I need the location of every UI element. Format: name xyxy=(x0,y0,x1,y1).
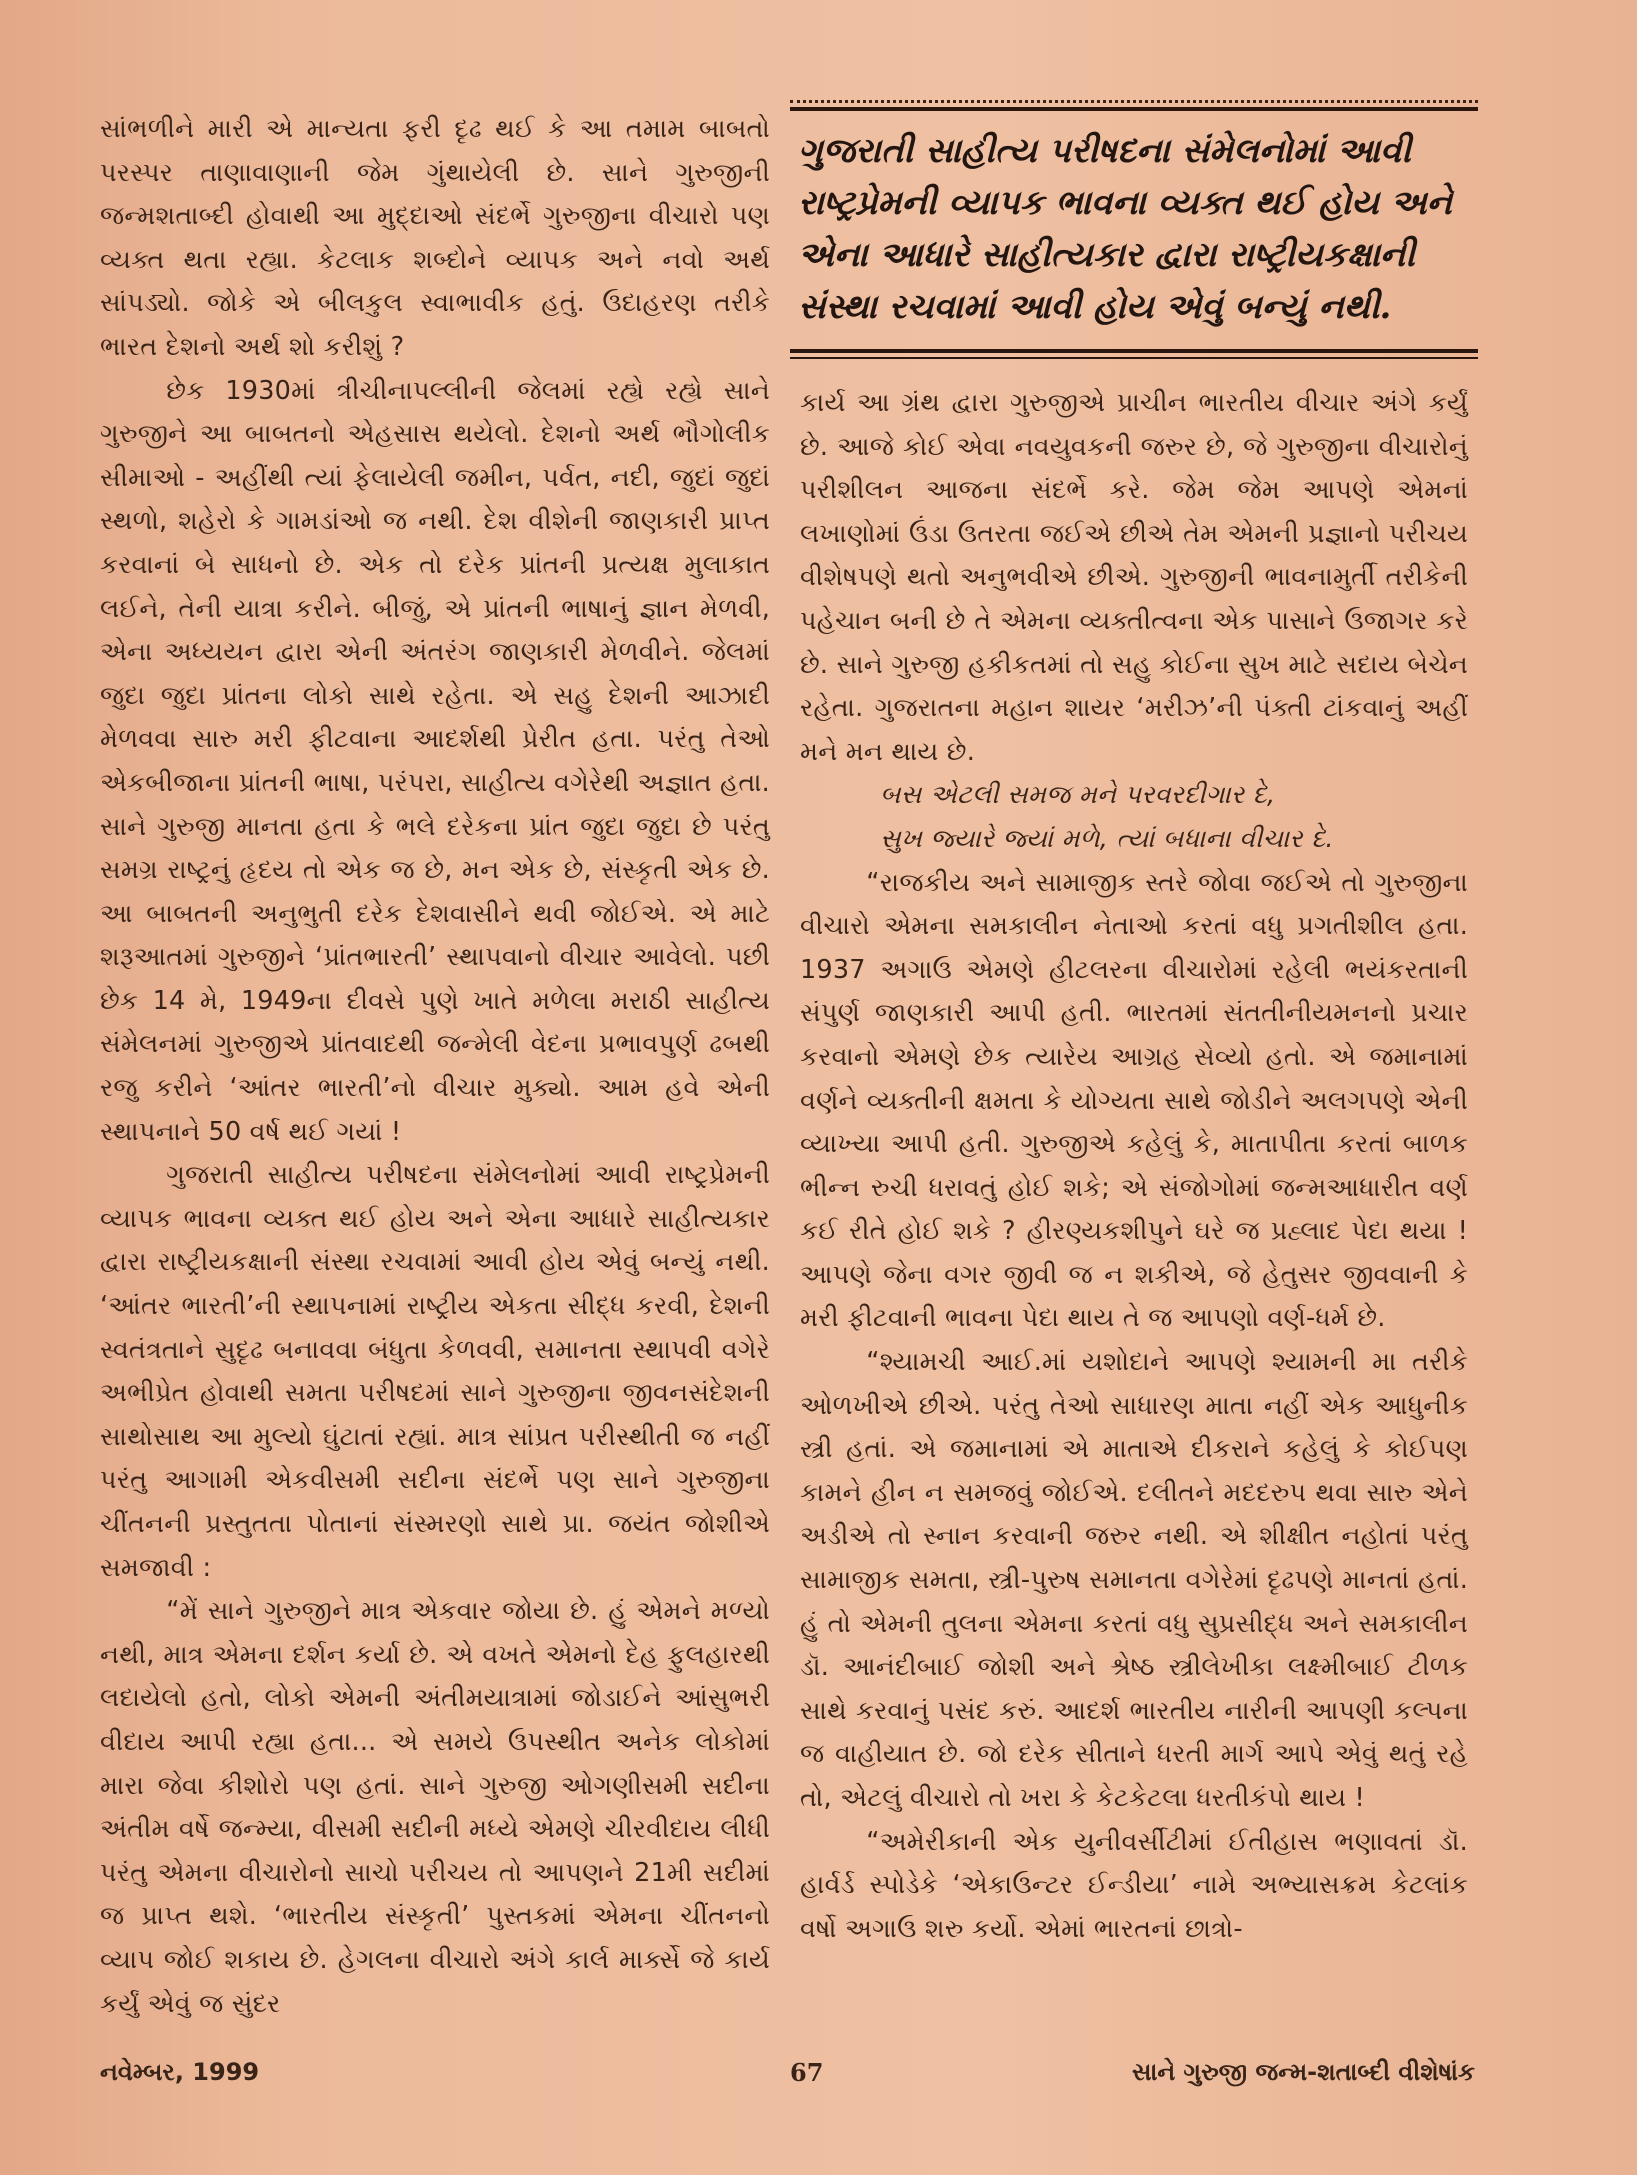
pull-quote-top-rule xyxy=(790,100,1478,111)
paragraph: “મેં સાને ગુરુજીને માત્ર એકવાર જોયા છે. હું એમને મળ્યો નથી, માત્ર એમના દર્શન કર્યા છે. એ વખતે એમનો દેહ ફુલહારથી લદાયેલો હતો, લોકો એમની અંતીમયાત્રામાં જોડાઈને આંસુભરી વીદાય આપી રહ્યા હતા... એ સમયે ઉપસ્થીત અનેક લોકોમાં મારા જેવા કીશોરો પણ હતાં. સાને ગુરુજી ઓગણીસમી સદીના અંતીમ વર્ષે જન્મ્યા, વીસમી સદીની મધ્યે એમણે ચીરવીદાય લીધી પરંતુ એમના વીચારોનો સાચો પરીચય તો આપણને 21મી સદીમાં જ પ્રાપ્ત થશે. ‘ભારતીય સંસ્કૃતી’ પુસ્તકમાં એમના ચીંતનનો વ્યાપ જોઈ શકાય છે. હેગલના વીચારો અંગે કાર્લ માર્ક્સે જે કાર્ય કર્યું એવું જ સુંદર xyxy=(100,1596,770,2019)
page-number: 67 xyxy=(790,2058,824,2087)
paragraph: “અમેરીકાની એક યુનીવર્સીટીમાં ઈતીહાસ ભણાવતાં ડૉ. હાર્વર્ડ સ્પોડેકે ‘એકાઉન્ટર ઈન્ડીયા’ નામે અભ્યાસક્રમ કેટલાંક વર્ષો અગાઉ શરુ કર્યો. એમાં ભારતનાં છાત્રો- xyxy=(800,1826,1468,1944)
page-footer xyxy=(100,2058,1475,2098)
paragraph: કાર્ય આ ગ્રંથ દ્વારા ગુરુજીએ પ્રાચીન ભારતીય વીચાર અંગે કર્યું છે. આજે કોઈ એવા નવયુવકની જરુર છે, જે ગુરુજીના વીચારોનું પરીશીલન આજના સંદર્ભે કરે. જેમ જેમ આપણે એમનાં લખાણોમાં ઉંડા ઉતરતા જઈએ છીએ તેમ એમની પ્રજ્ઞાનો પરીચય વીશેષપણે થતો અનુભવીએ છીએ. ગુરુજીની ભાવનામુર્તી તરીકેની પહેચાન બની છે તે એમના વ્યક્તીત્વના એક પાસાને ઉજાગર કરે છે. સાને ગુરુજી હકીકતમાં તો સહુ કોઈના સુખ માટે સદાય બેચેન રહેતા. ગુજરાતના મહાન શાયર ‘મરીઝ’ની પંક્તી ટાંકવાનું અહીં મને મન થાય છે. xyxy=(800,388,1468,767)
left-column xyxy=(100,108,770,2026)
issue-title: સાને ગુરુજી જન્મ-શતાબ્દી વીશેષાંક xyxy=(1132,2058,1475,2086)
paragraph: સાંભળીને મારી એ માન્યતા ફરી દૃઢ થઈ કે આ તમામ બાબતો પરસ્પર તાણાવાણાની જેમ ગુંથાયેલી છે. સાને ગુરુજીની જન્મશતાબ્દી હોવાથી આ મુદ્દાઓ સંદર્ભે ગુરુજીના વીચારો પણ વ્યક્ત થતા રહ્યા. કેટલાક શબ્દોને વ્યાપક અને નવો અર્થ સાંપડ્યો. જોકે એ બીલકુલ સ્વાભાવીક હતું. ઉદાહરણ તરીકે ભારત દેશનો અર્થ શો કરીશું ? xyxy=(100,114,770,362)
paragraph: “શ્યામચી આઈ.માં યશોદાને આપણે શ્યામની મા તરીકે ઓળખીએ છીએ. પરંતુ તેઓ સાધારણ માતા નહીં એક આધુનીક સ્ત્રી હતાં. એ જમાનામાં એ માતાએ દીકરાને કહેલું કે કોઈપણ કામને હીન ન સમજવું જોઈએ. દલીતને મદદરુપ થવા સારુ એને અડીએ તો સ્નાન કરવાની જરુર નથી. એ શીક્ષીત નહોતાં પરંતુ સામાજીક સમતા, સ્ત્રી-પુરુષ સમાનતા વગેરેમાં દૃઢપણે માનતાં હતાં. હું તો એમની તુલના એમના કરતાં વધુ સુપ્રસીદ્ધ અને સમકાલીન ડૉ. આનંદીબાઈ જોશી અને શ્રેષ્ઠ સ્ત્રીલેખીકા લક્ષ્મીબાઈ ટીળક સાથે કરવાનું પસંદ કરું. આદર્શ ભારતીય નારીની આપણી કલ્પના જ વાહીયાત છે. જો દરેક સીતાને ધરતી માર્ગ આપે એવું થતું રહે તો, એટલું વીચારો તો ખરા કે કેટકેટલા ધરતીકંપો થાય ! xyxy=(800,1347,1468,1813)
paragraph: “રાજકીય અને સામાજીક સ્તરે જોવા જઈએ તો ગુરુજીના વીચારો એમના સમકાલીન નેતાઓ કરતાં વધુ પ્રગતીશીલ હતા. 1937 અગાઉ એમણે હીટલરના વીચારોમાં રહેલી ભયંકરતાની સંપુર્ણ જાણકારી આપી હતી. ભારતમાં સંતતીનીયમનનો પ્રચાર કરવાનો એમણે છેક ત્યારેય આગ્રહ સેવ્યો હતો. એ જમાનામાં વર્ણને વ્યક્તીની ક્ષમતા કે યોગ્યતા સાથે જોડીને અલગપણે એની વ્યાખ્યા આપી હતી. ગુરુજીએ કહેલું કે, માતાપીતા કરતાં બાળક ભીન્ન રુચી ધરાવતું હોઈ શકે; એ સંજોગોમાં જન્મઆધારીત વર્ણ કઈ રીતે હોઈ શકે ? હીરણ્યકશીપુને ઘરે જ પ્રહ્લાદ પેદા થયા ! આપણે જેના વગર જીવી જ ન શકીએ, જે હેતુસર જીવવાની કે મરી ફીટવાની ભાવના પેદા થાય તે જ આપણો વર્ણ-ધર્મ છે. xyxy=(800,867,1468,1334)
right-column xyxy=(800,382,1468,1951)
pull-quote-bottom-rule xyxy=(790,349,1478,359)
paragraph: છેક 1930માં ત્રીચીનાપલ્લીની જેલમાં રહ્યે રહ્યે સાને ગુરુજીને આ બાબતનો એહસાસ થયેલો. દેશનો અર્થ ભૌગોલીક સીમાઓ - અહીંથી ત્યાં ફેલાયેલી જમીન, પર્વત, નદી, જુદાં જુદાં સ્થળો, શહેરો કે ગામડાંઓ જ નથી. દેશ વીશેની જાણકારી પ્રાપ્ત કરવાનાં બે સાધનો છે. એક તો દરેક પ્રાંતની પ્રત્યક્ષ મુલાકાત લઈને, તેની યાત્રા કરીને. બીજું, એ પ્રાંતની ભાષાનું જ્ઞાન મેળવી, એના અધ્યયન દ્વારા એની અંતરંગ જાણકારી મેળવીને. જેલમાં જુદા જુદા પ્રાંતના લોકો સાથે રહેતા. એ સહુ દેશની આઝાદી મેળવવા સારુ મરી ફીટવાના આદર્શથી પ્રેરીત હતા. પરંતુ તેઓ એકબીજાના પ્રાંતની ભાષા, પરંપરા, સાહીત્ય વગેરેથી અજ્ઞાત હતા. સાને ગુરુજી માનતા હતા કે ભલે દરેકના પ્રાંત જુદા જુદા છે પરંતુ સમગ્ર રાષ્ટ્રનું હૃદય તો એક જ છે, મન એક છે, સંસ્કૃતી એક છે. આ બાબતની અનુભુતી દરેક દેશવાસીને થવી જોઈએ. એ માટે શરૂઆતમાં ગુરુજીને ‘પ્રાંતભારતી’ સ્થાપવાનો વીચાર આવેલો. પછી છેક 14 મે, 1949ના દીવસે પુણે ખાતે મળેલા મરાઠી સાહીત્ય સંમેલનમાં ગુરુજીએ પ્રાંતવાદથી જન્મેલી વેદના પ્રભાવપુર્ણ ઢબથી રજુ કરીને ‘આંતર ભારતી’નો વીચાર મુક્યો. આમ હવે એની સ્થાપનાને 50 વર્ષ થઈ ગયાં ! xyxy=(100,375,770,1147)
pull-quote-box xyxy=(790,100,1478,359)
pull-quote-text: ગુજરાતી સાહીત્ય પરીષદના સંમેલનોમાં આવી રાષ્ટ્રપ્રેમની વ્યાપક ભાવના વ્યક્ત થઈ હોય અને એના આધારે સાહીત્યકાર દ્વારા રાષ્ટ્રીયકક્ષાની સંસ્થા રચવામાં આવી હોય એવું બન્યું નથી. xyxy=(798,131,1452,327)
issue-date: નવેમ્બર, 1999 xyxy=(100,2058,260,2086)
poem-line: સુખ જ્યારે જ્યાં મળે, ત્યાં બધાના વીચાર દે. xyxy=(880,823,1334,854)
paragraph: ગુજરાતી સાહીત્ય પરીષદના સંમેલનોમાં આવી રાષ્ટ્રપ્રેમની વ્યાપક ભાવના વ્યક્ત થઈ હોય અને એના આધારે સાહીત્યકાર દ્વારા રાષ્ટ્રીયકક્ષાની સંસ્થા રચવામાં આવી હોય એવું બન્યું નથી. ‘આંતર ભારતી’ની સ્થાપનામાં રાષ્ટ્રીય એકતા સીદ્ધ કરવી, દેશની સ્વતંત્રતાને સુદૃઢ બનાવવા બંધુતા કેળવવી, સમાનતા સ્થાપવી વગેરે અભીપ્રેત હોવાથી સમતા પરીષદમાં સાને ગુરુજીના જીવનસંદેશની સાથોસાથ આ મુલ્યો ઘુંટાતાં રહ્યાં. માત્ર સાંપ્રત પરીસ્થીતી જ નહીં પરંતુ આગામી એકવીસમી સદીના સંદર્ભે પણ સાને ગુરુજીના ચીંતનની પ્રસ્તુતતા પોતાનાં સંસ્મરણો સાથે પ્રા. જયંત જોશીએ સમજાવી : xyxy=(100,1160,770,1583)
poem-line: બસ એટલી સમજ મને પરવરદીગાર દે, xyxy=(880,780,1276,811)
